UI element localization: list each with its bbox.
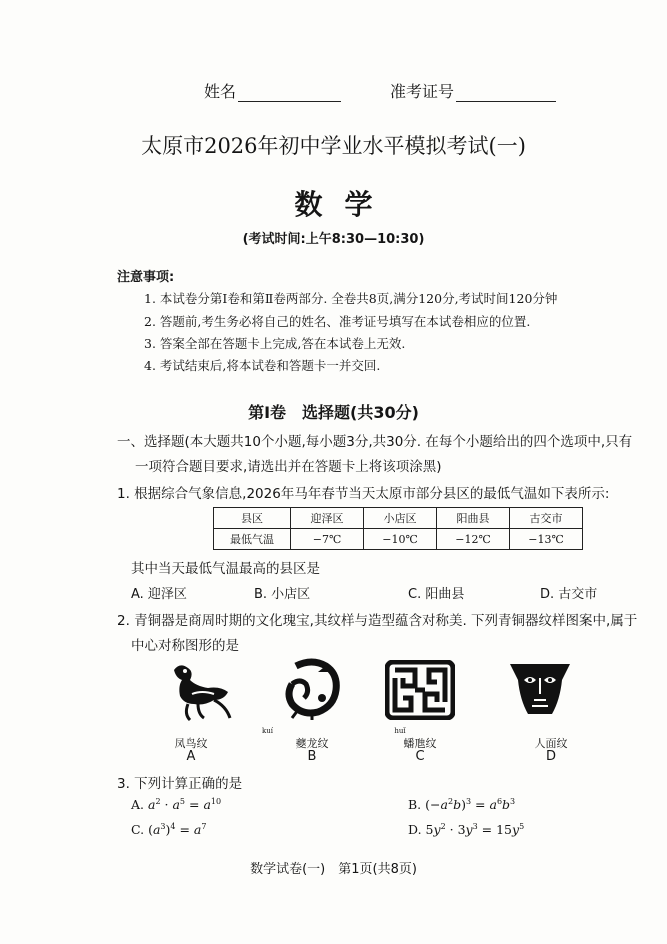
part1-intro: 一、选择题(本大题共10个小题,每小题3分,共30分. 在每个小题给出的四个选项中,只有 [117,434,633,450]
q1-option-b[interactable]: B. 小店区 [254,587,311,602]
table-row-label: 最低气温 [214,529,291,550]
coiled-serpent-pattern-figure[interactable] [385,660,455,720]
figure-c-letter[interactable]: C [415,749,425,764]
q2-stem: 2. 青铜器是商周时期的文化瑰宝,其纹样与造型蕴含对称美. 下列青铜器纹样图案中,属于 [117,613,638,629]
q1-option-d[interactable]: D. 古交市 [540,587,598,602]
note-item: 1. 本试卷分第Ⅰ卷和第Ⅱ卷两部分. 全卷共8页,满分120分,考试时间120分钟 [144,291,558,306]
note-item: 4. 考试结束后,将本试卷和答题卡一并交回. [144,358,381,373]
table-cell: −7℃ [291,529,364,550]
section-title: 第Ⅰ卷 选择题(共30分) [248,403,419,422]
option-expression: $(a^3)^4 = a^7$ [148,822,207,838]
figure-d-caption: 人面纹 [534,737,568,750]
exam-id-field[interactable] [390,79,556,102]
name-blank[interactable] [238,85,341,102]
option-label: D. [408,822,422,838]
option-label: A. [131,797,145,813]
q1-option-c[interactable]: C. 阳曲县 [408,587,465,602]
q1-stem: 1. 根据综合气象信息,2026年马年春节当天太原市部分县区的最低气温如下表所示: [117,486,610,502]
page-footer: 数学试卷(一) 第1页(共8页) [250,862,417,877]
table-cell: −12℃ [437,529,510,550]
q2-stem-cont: 中心对称图形的是 [131,638,239,654]
option-label: C. [131,822,145,838]
human-face-pattern-figure[interactable] [508,660,572,720]
option-expression: $(-a^2b)^3 = a^6b^3$ [425,797,516,813]
temperature-table [213,507,583,550]
figure-a-caption: 凤鸟纹 [174,737,208,750]
q3-option-a[interactable] [131,797,221,812]
exam-title: 太原市2026年初中学业水平模拟考试(一) [141,134,526,158]
figure-b-letter[interactable]: B [307,749,317,764]
part1-intro-cont: 一项符合题目要求,请选出并在答题卡上将该项涂黑) [135,459,442,475]
exam-time: (考试时间:上午8:30—10:30) [242,232,425,247]
q1-option-a[interactable]: A. 迎泽区 [131,587,187,602]
subject-title: 数学 [294,188,395,221]
exam-id-blank[interactable] [456,85,556,102]
name-field[interactable] [204,79,341,102]
figure-c-caption: 蟠虺纹 [403,737,437,750]
table-header-cell: 阳曲县 [437,508,510,529]
q3-stem: 3. 下列计算正确的是 [117,776,243,792]
figure-b-pinyin: kuí [262,727,273,735]
figure-c-pinyin: huǐ [394,727,406,735]
note-item: 3. 答案全部在答题卡上完成,答在本试卷上无效. [144,336,406,351]
table-header-cell: 县区 [214,508,291,529]
figure-d-letter[interactable]: D [545,749,556,764]
table-cell: −13℃ [510,529,583,550]
notes-heading: 注意事项: [117,270,175,285]
table-header-cell: 古交市 [510,508,583,529]
q3-option-b[interactable] [408,797,515,812]
table-header-cell: 迎泽区 [291,508,364,529]
figure-a-letter[interactable]: A [186,749,196,764]
figure-b-caption: 夔龙纹 [295,737,329,750]
table-row [214,529,583,550]
table-header-cell: 小店区 [364,508,437,529]
q3-option-d[interactable] [408,822,524,837]
kui-dragon-pattern-figure[interactable] [282,658,344,720]
note-item: 2. 答题前,考生务必将自己的姓名、准考证号填写在本试卷相应的位置. [144,314,531,329]
name-label: 姓名 [204,82,237,101]
table-cell: −10℃ [364,529,437,550]
option-expression: $5y^2 \cdot 3y^3 = 15y^5$ [425,822,525,838]
exam-id-label: 准考证号 [390,82,455,101]
table-row [214,508,583,529]
q1-question: 其中当天最低气温最高的县区是 [131,561,320,577]
phoenix-pattern-figure[interactable] [168,660,234,726]
option-label: B. [408,797,422,813]
option-expression: $a^2 \cdot a^5 = a^{10}$ [148,797,222,813]
q3-option-c[interactable] [131,822,206,837]
